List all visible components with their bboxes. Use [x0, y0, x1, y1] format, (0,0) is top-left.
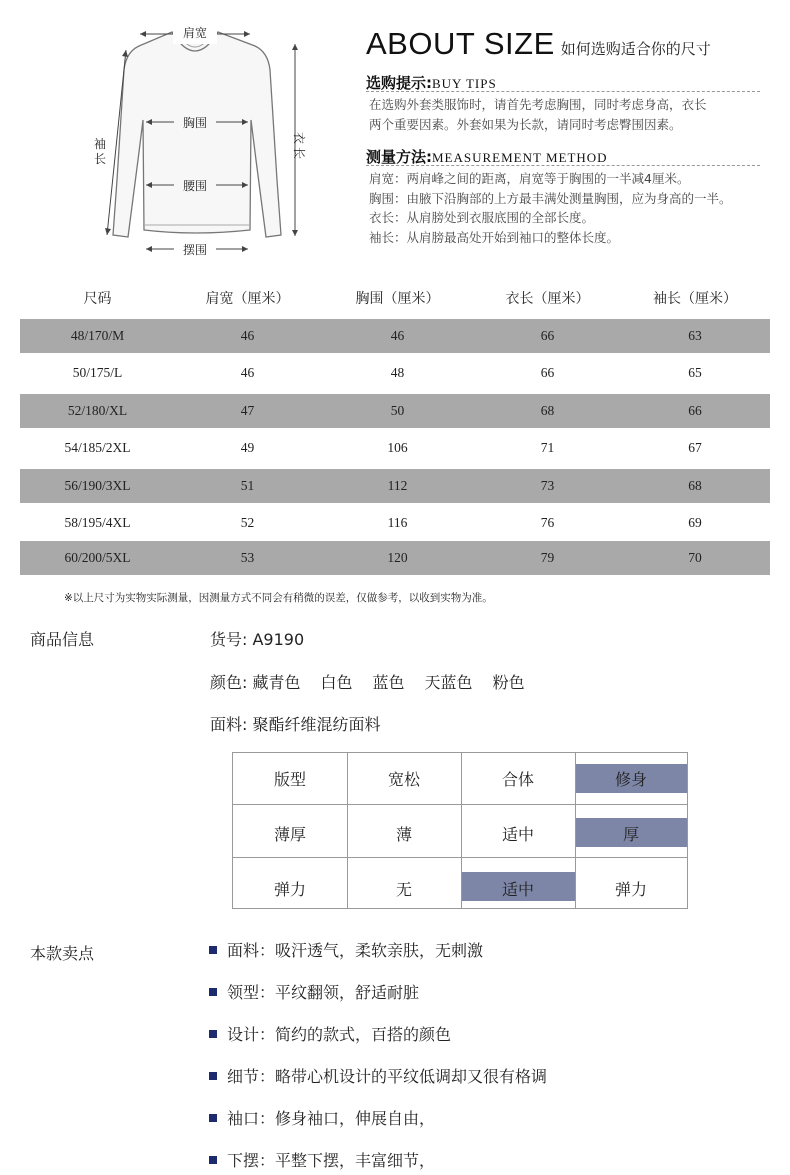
colors-line [210, 670, 525, 693]
label-waist: 腰围 [182, 179, 208, 193]
fabric-line: 面料: 聚酯纤维混纺面料 [210, 715, 381, 734]
size-header-cell: 尺码 [83, 292, 112, 307]
chest-cell: 120 [387, 550, 408, 565]
selling-points-label: 本款卖点 [30, 944, 95, 963]
label-hem: 摆围 [182, 243, 208, 257]
sleeve-cell: 67 [688, 440, 702, 455]
buy-tips-heading [366, 72, 497, 93]
measurement-text [369, 169, 732, 247]
attr-fit-label: 版型 [273, 770, 306, 789]
list-item [209, 1022, 451, 1045]
shoulder-cell: 53 [240, 550, 255, 565]
colors-label: 颜色: [210, 673, 248, 692]
buy-tips-title-cn: 选购提示: [366, 74, 432, 92]
measurement-line: 袖长：从肩膀最高处开始到袖口的整体长度。 [369, 229, 620, 245]
size-header-cell: 胸围（厘米） [355, 292, 440, 307]
list-item [209, 938, 483, 961]
color-option: 天蓝色 [424, 673, 473, 692]
label-chest: 胸围 [182, 116, 208, 130]
attr-elastic-medium: 适中 [501, 880, 534, 899]
table-row [20, 431, 770, 465]
item-number: 货号: A9190 [210, 630, 305, 649]
attribute-grid [232, 752, 688, 909]
attr-elastic-none: 无 [395, 880, 412, 899]
attr-thickness-medium: 适中 [501, 825, 534, 844]
sleeve-cell: 68 [688, 478, 702, 493]
square-bullet-icon [209, 1030, 217, 1038]
size-cell: 56/190/3XL [64, 478, 131, 493]
measurement-heading [366, 146, 608, 167]
size-table-header [20, 288, 770, 310]
list-item [209, 1106, 435, 1129]
measurement-title-en: MEASUREMENT METHOD [432, 150, 608, 165]
chest-cell: 50 [390, 403, 405, 418]
color-option: 白色 [320, 673, 353, 692]
table-row [20, 394, 770, 428]
selling-point-text: 袖口：修身袖口，伸展自由， [227, 1109, 436, 1128]
square-bullet-icon [209, 946, 217, 954]
length-cell: 68 [540, 403, 555, 418]
chest-cell: 46 [390, 328, 405, 343]
shoulder-cell: 51 [240, 478, 255, 493]
chest-cell: 48 [390, 365, 405, 380]
list-item [209, 1148, 435, 1171]
sleeve-cell: 63 [688, 328, 702, 343]
label-length-2: 长 [292, 146, 306, 160]
square-bullet-icon [209, 1156, 217, 1164]
size-cell: 58/195/4XL [64, 515, 131, 530]
selling-point-text: 下摆：平整下摆，丰富细节， [227, 1151, 436, 1170]
sleeve-cell: 70 [688, 550, 702, 565]
size-cell: 48/170/M [70, 328, 125, 343]
buy-tips-divider [366, 91, 760, 92]
square-bullet-icon [209, 1072, 217, 1080]
color-option: 蓝色 [372, 673, 405, 692]
table-row [20, 506, 770, 540]
about-size-subtitle: 如何选购适合你的尺寸 [560, 41, 711, 58]
length-cell: 76 [540, 515, 555, 530]
chest-cell: 106 [387, 440, 408, 455]
measurement-line: 肩宽：两肩峰之间的距离，肩宽等于胸围的一半减4厘米。 [369, 171, 690, 186]
size-header-cell: 袖长（厘米） [653, 292, 737, 307]
measurement-line: 胸围：由腋下沿胸部的上方最丰满处测量胸围，应为身高的一半。 [369, 190, 732, 206]
list-item [209, 980, 419, 1003]
shoulder-cell: 47 [240, 403, 255, 418]
attr-fit-loose: 宽松 [387, 770, 420, 789]
selling-point-text: 细节：略带心机设计的平纹低调却又很有格调 [227, 1067, 548, 1086]
table-row [20, 356, 770, 390]
length-cell: 79 [540, 550, 555, 565]
selling-point-text: 面料：吸汗透气，柔软亲肤，无刺激 [227, 941, 484, 960]
chest-cell: 112 [387, 478, 408, 493]
length-cell: 73 [540, 478, 555, 493]
attr-fit-slim: 修身 [614, 770, 647, 789]
shirt-size-diagram [70, 10, 320, 265]
color-option: 粉色 [492, 673, 525, 692]
length-cell: 66 [540, 328, 555, 343]
attr-thickness-label: 薄厚 [273, 825, 306, 844]
label-shoulder: 肩宽 [182, 26, 208, 40]
shirt-outline [113, 32, 281, 237]
sleeve-cell: 65 [688, 365, 702, 380]
buy-tips-title-en: BUY TIPS [432, 76, 497, 91]
square-bullet-icon [209, 1114, 217, 1122]
list-item [209, 1064, 547, 1087]
size-cell: 54/185/2XL [64, 440, 131, 455]
product-info-label: 商品信息 [30, 630, 95, 649]
selling-point-text: 设计：简约的款式，百搭的颜色 [227, 1025, 452, 1044]
attr-thickness-thin: 薄 [395, 825, 412, 844]
about-size-heading: ABOUT SIZE [366, 26, 555, 61]
size-header-cell: 衣长（厘米） [505, 292, 590, 307]
selling-point-text: 领型：平纹翻领，舒适耐脏 [227, 983, 420, 1002]
square-bullet-icon [209, 988, 217, 996]
attr-elastic-stretch: 弹力 [614, 880, 647, 899]
table-row [20, 469, 770, 503]
grid-line [233, 857, 687, 858]
color-option: 藏青色 [252, 673, 301, 692]
measurement-line: 衣长：从肩膀处到衣服底围的全部长度。 [369, 210, 595, 225]
buy-tips-line: 在选购外套类服饰时，请首先考虑胸围，同时考虑身高，衣长 [369, 97, 707, 112]
buy-tips-line: 两个重要因素。外套如果为长款，请同时考虑臀围因素。 [369, 116, 682, 132]
shoulder-cell: 46 [240, 365, 255, 380]
table-row [20, 319, 770, 353]
length-cell: 66 [540, 365, 555, 380]
label-sleeve-2: 长 [93, 152, 107, 166]
shoulder-cell: 49 [240, 440, 255, 455]
size-cell: 60/200/5XL [64, 550, 131, 565]
sleeve-cell: 69 [688, 515, 702, 530]
chest-cell: 116 [387, 515, 408, 530]
about-size-title [366, 26, 711, 62]
size-cell: 50/175/L [72, 365, 123, 380]
label-length-1: 衣 [292, 131, 306, 145]
table-row [20, 541, 770, 575]
attr-elastic-label: 弹力 [273, 880, 306, 899]
sleeve-cell: 66 [688, 403, 702, 418]
shoulder-cell: 46 [240, 328, 255, 343]
grid-line [233, 804, 687, 805]
shoulder-cell: 52 [240, 515, 255, 530]
attr-fit-regular: 合体 [501, 770, 534, 789]
measurement-title-cn: 测量方法: [366, 148, 432, 166]
buy-tips-text [369, 95, 707, 134]
measurement-divider [366, 165, 760, 166]
size-note: ※以上尺寸为实物实际测量，因测量方式不同会有稍微的误差，仅做参考，以收到实物为准。 [64, 592, 493, 604]
length-cell: 71 [540, 440, 555, 455]
label-sleeve-1: 袖 [93, 137, 107, 151]
size-header-cell: 肩宽（厘米） [205, 292, 290, 307]
size-cell: 52/180/XL [67, 403, 128, 418]
attr-thickness-thick: 厚 [622, 825, 639, 844]
